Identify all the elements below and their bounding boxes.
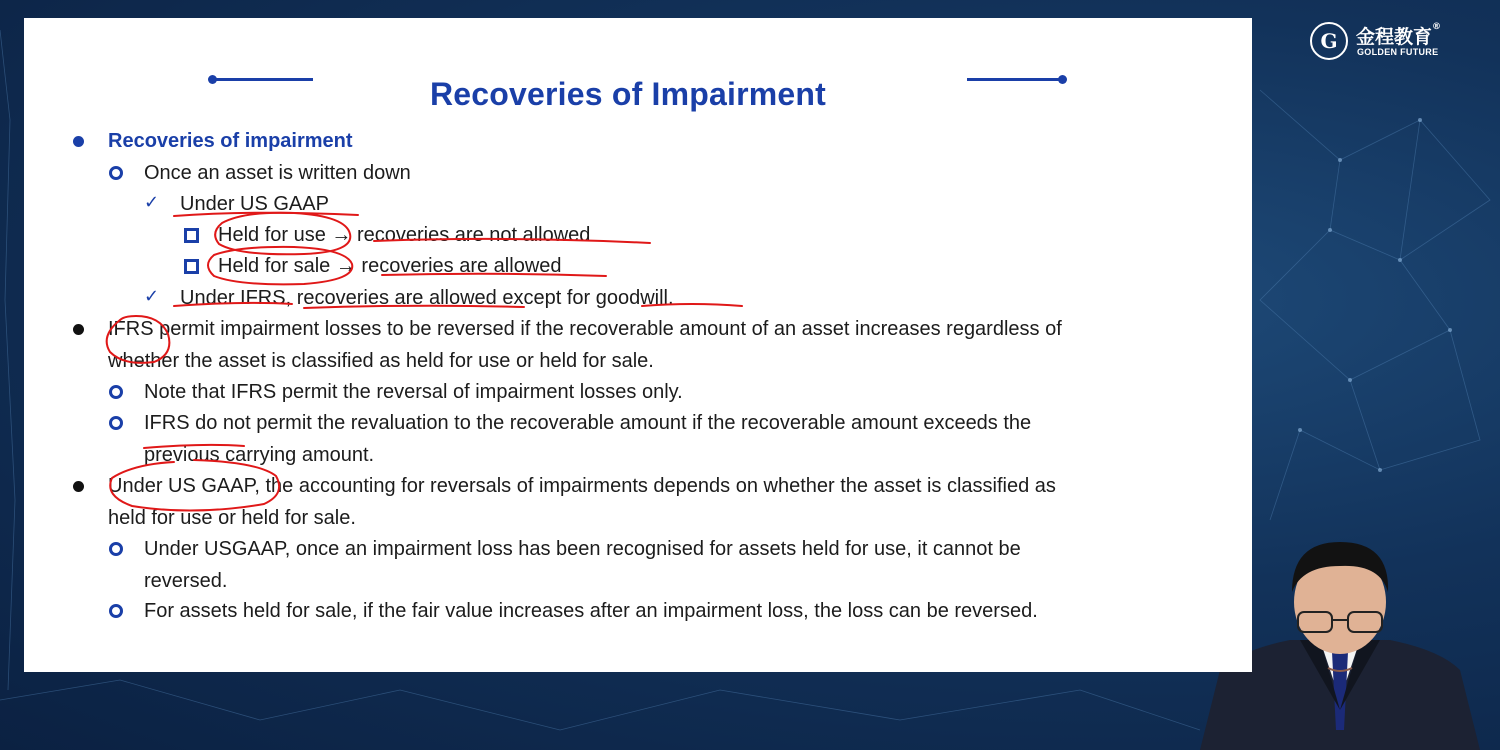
bullet-text: IFRS permit impairment losses to be reversed if the recoverable amount of an asset increases regardless of [108, 318, 1062, 340]
sub-bullet-ring [109, 416, 123, 430]
bullet-dot [73, 136, 84, 147]
title-wrap [24, 76, 1252, 113]
logo-english-text: GOLDEN FUTURE [1357, 47, 1439, 57]
logo-mark: G [1310, 22, 1348, 60]
sub-bullet-ring [109, 166, 123, 180]
bullet-dot [73, 481, 84, 492]
sub-bullet-text: Once an asset is written down [144, 162, 411, 184]
square-item-text: Held for use → recoveries are not allowed [218, 224, 591, 246]
square-bullet-icon [184, 259, 199, 274]
company-logo [1310, 22, 1470, 62]
title-right-dot [1058, 75, 1067, 84]
sub-bullet-ring [109, 604, 123, 618]
slide-title: Recoveries of Impairment [429, 76, 827, 112]
bullet-dot [73, 324, 84, 335]
bullet-text: Under US GAAP, the accounting for reversals of impairments depends on whether the asset is classified as [108, 475, 1056, 497]
sub-bullet-text: previous carrying amount. [144, 444, 375, 466]
check-icon: ✓ [144, 192, 160, 212]
check-item-text: Under IFRS, recoveries are allowed except for goodwill. [180, 287, 674, 309]
sub-bullet-ring [109, 385, 123, 399]
logo-chinese-text: 金程教育® [1356, 22, 1442, 48]
check-item-text: Under US GAAP [180, 193, 329, 215]
slide [24, 18, 1252, 672]
sub-bullet-text: For assets held for sale, if the fair value increases after an impairment loss, the loss can be reversed. [144, 600, 1038, 622]
sub-bullet-text: reversed. [144, 570, 228, 592]
bullet-text: held for use or held for sale. [108, 507, 356, 529]
check-icon: ✓ [144, 286, 160, 306]
square-item-text: Held for sale → recoveries are allowed [218, 255, 562, 277]
sub-bullet-text: IFRS do not permit the revaluation to the recoverable amount if the recoverable amount exceeds the [144, 412, 1032, 434]
sub-bullet-text: Under USGAAP, once an impairment loss has been recognised for assets held for use, it cannot be [144, 538, 1021, 560]
sub-bullet-ring [109, 542, 123, 556]
title-right-line [967, 78, 1063, 81]
square-bullet-icon [184, 228, 199, 243]
bullet-text: whether the asset is classified as held for use or held for sale. [108, 350, 654, 372]
sub-bullet-text: Note that IFRS permit the reversal of impairment losses only. [144, 381, 683, 403]
section-heading: Recoveries of impairment [108, 130, 353, 152]
